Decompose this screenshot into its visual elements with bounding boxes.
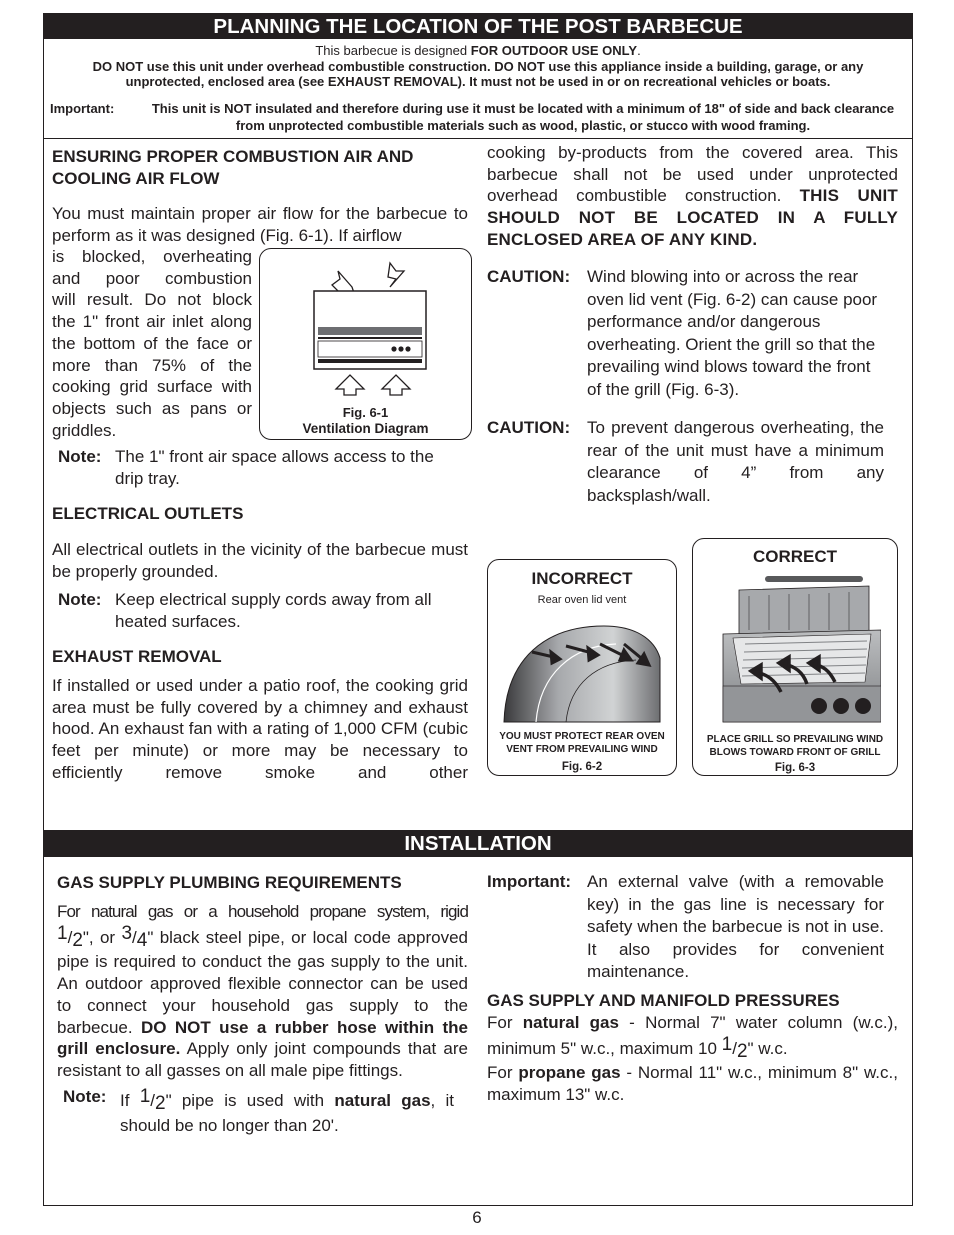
knob-icon: [833, 698, 849, 714]
fig-6-2-caption: YOU MUST PROTECT REAR OVEN VENT FROM PREVAILING WIND: [499, 731, 665, 755]
electrical-para: All electrical outlets in the vicinity of the barbecue must be properly grounded.: [52, 540, 468, 581]
fig-6-2-label: Fig. 6-2: [561, 761, 603, 773]
divider: [44, 138, 912, 139]
fig-6-3-box: [692, 538, 898, 776]
intro-warning: DO NOT use this unit under overhead combustible construction. DO NOT use this appliance inside a building, garage, or any unprotected, enclosed area (see EXHAUST REMOVAL). It must not be used in or on recreational vehicles or boats.: [92, 58, 864, 89]
heading-exhaust: EXHAUST REMOVAL: [52, 647, 222, 666]
intro-block: [44, 43, 912, 90]
front-air-inlet: [318, 359, 422, 363]
fig-6-3-label: Fig. 6-3: [774, 762, 816, 774]
heading-gas-plumbing: GAS SUPPLY PLUMBING REQUIREMENTS: [57, 873, 402, 892]
knob-icon: [405, 346, 410, 351]
important-label: Important:: [50, 101, 115, 116]
fig-6-1-caption: Ventilation Diagram: [302, 421, 429, 436]
exhaust-para: If installed or used under a patio roof, the cooking grid area must be fully covered by a chimney and exhaust hood. An exhaust fan with a rating of 1,000 CFM (cubic feet per minute) or more may be necessary to efficiently remove smoke and other: [52, 676, 468, 782]
correct-grill-illustration: [719, 572, 881, 724]
heading-electrical: ELECTRICAL OUTLETS: [52, 504, 244, 523]
knob-icon: [811, 698, 827, 714]
lid-handle: [765, 576, 863, 582]
ventilation-diagram: [260, 249, 471, 399]
knob-icon: [398, 346, 403, 351]
knob-icon: [391, 346, 396, 351]
exhaust-para-cont: cooking by-products from the covered area. This barbecue shall not be used under unprotected overhead combustible construction. THIS UNIT SHOULD NOT BE LOCATED IN A FULLY ENCLOSED AREA OF ANY KIND.: [487, 143, 898, 249]
important-text: This unit is NOT insulated and therefore during use it must be located with a minimum of 18" of side and back clearance from unprotected combustible materials such as wood, plastic, or stucco with wood framing.: [151, 101, 895, 133]
combustion-para-lines: is blocked, overheating and poor combustion will result. Do not block the 1" front air inlet along the bottom of the face or more than 75% of the cooking grid surface with objects such as pans or griddles.: [52, 247, 252, 440]
section-title-planning: PLANNING THE LOCATION OF THE POST BARBECUE: [44, 14, 912, 39]
combustion-para-top: You must maintain proper air flow for the barbecue to perform as it was designed (Fig. 6-1). If airflow: [52, 204, 468, 245]
note-pipe-text: If 1/2" pipe is used with natural gas, it should be no longer than 20'.: [120, 1086, 454, 1135]
intro-line1: This barbecue is designed FOR OUTDOOR USE ONLY.: [315, 43, 641, 58]
incorrect-grill-illustration: [496, 618, 668, 730]
air-in-arrow-right: [382, 375, 410, 395]
fig-6-2-sub: Rear oven lid vent: [537, 594, 627, 606]
fig-6-3-title: CORRECT: [752, 547, 838, 566]
grill-line: [318, 337, 422, 339]
air-in-arrow-left: [336, 375, 364, 395]
grill-lid-band: [318, 327, 422, 335]
knob-icon: [855, 698, 871, 714]
fig-6-1-label: Fig. 6-1: [342, 405, 389, 420]
fig-6-2-title: INCORRECT: [531, 569, 633, 588]
section-title-installation: INSTALLATION: [44, 830, 912, 857]
pressures-para: For natural gas - Normal 7" water column (w.c.), minimum 5" w.c., maximum 10 1/2" w.c. For propane gas - Normal 11" w.c., minimum 8" w.c., maximum 13" w.c.: [487, 1013, 898, 1105]
gas-plumbing-para: For natural gas or a household propane system, rigid 1/2", or 3/4" black steel pipe, or local code approved pipe is required to conduct the gas supply to the unit. An outdoor approved flexible connector can be used to connect your household gas supply to the barbecue. DO NOT use a rubber hose within the grill enclosure. Apply only joint compounds that are resistant to all gasses on all male pipe fittings.: [57, 902, 469, 1080]
fig-6-1-box: [259, 248, 472, 440]
oven-lid: [504, 626, 660, 722]
air-out-arrow-right: [388, 263, 404, 287]
heading-pressures: GAS SUPPLY AND MANIFOLD PRESSURES: [487, 991, 840, 1010]
fig-6-2-box: [487, 559, 677, 776]
heading-combustion: ENSURING PROPER COMBUSTION AIR AND COOLING AIR FLOW: [52, 147, 414, 188]
fig-6-3-caption: PLACE GRILL SO PREVAILING WIND BLOWS TOWARD FRONT OF GRILL: [706, 734, 884, 758]
page-number: 6: [472, 1208, 482, 1227]
